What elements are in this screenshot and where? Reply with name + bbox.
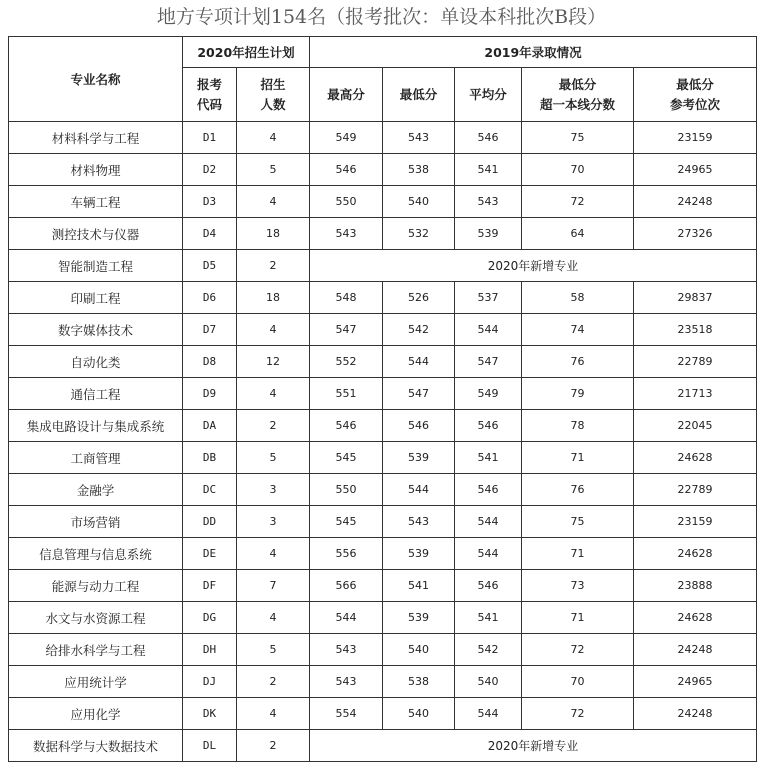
cell-max: 545 — [310, 506, 383, 538]
cell-major-name: 集成电路设计与集成系统 — [9, 410, 183, 442]
cell-avg: 546 — [455, 122, 522, 154]
cell-major-name: 通信工程 — [9, 378, 183, 410]
cell-max: 545 — [310, 442, 383, 474]
table-row — [9, 730, 757, 762]
cell-rank: 24248 — [634, 186, 757, 218]
cell-count: 7 — [237, 570, 310, 602]
cell-count: 5 — [237, 634, 310, 666]
cell-major-name: 工商管理 — [9, 442, 183, 474]
cell-code: DA — [183, 410, 237, 442]
cell-code: DJ — [183, 666, 237, 698]
table-row — [9, 218, 757, 250]
cell-over-line: 71 — [522, 442, 634, 474]
cell-over-line: 75 — [522, 506, 634, 538]
cell-major-name: 能源与动力工程 — [9, 570, 183, 602]
cell-code: D2 — [183, 154, 237, 186]
cell-rank: 22045 — [634, 410, 757, 442]
cell-count: 18 — [237, 282, 310, 314]
table-row — [9, 346, 757, 378]
cell-count: 4 — [237, 538, 310, 570]
cell-avg: 544 — [455, 314, 522, 346]
cell-code: DF — [183, 570, 237, 602]
cell-code: DD — [183, 506, 237, 538]
header-count: 招生 人数 — [237, 68, 310, 122]
cell-major-name: 数据科学与大数据技术 — [9, 730, 183, 762]
cell-rank: 24248 — [634, 698, 757, 730]
cell-over-line: 78 — [522, 410, 634, 442]
cell-code: D6 — [183, 282, 237, 314]
cell-count: 4 — [237, 186, 310, 218]
cell-count: 18 — [237, 218, 310, 250]
table-row — [9, 570, 757, 602]
cell-avg: 542 — [455, 634, 522, 666]
table-row — [9, 698, 757, 730]
cell-min: 540 — [383, 698, 455, 730]
cell-count: 2 — [237, 730, 310, 762]
cell-rank: 21713 — [634, 378, 757, 410]
page-title: 地方专项计划154名（报考批次：单设本科批次B段） — [156, 6, 607, 28]
cell-min: 540 — [383, 186, 455, 218]
cell-major-name: 材料科学与工程 — [9, 122, 183, 154]
cell-avg: 539 — [455, 218, 522, 250]
cell-rank: 24248 — [634, 634, 757, 666]
cell-max: 548 — [310, 282, 383, 314]
cell-avg: 546 — [455, 474, 522, 506]
table-row — [9, 634, 757, 666]
cell-max: 543 — [310, 666, 383, 698]
cell-over-line: 58 — [522, 282, 634, 314]
cell-over-line: 70 — [522, 154, 634, 186]
header-admission-2019: 2019年录取情况 — [310, 37, 757, 68]
cell-count: 5 — [237, 154, 310, 186]
cell-code: DE — [183, 538, 237, 570]
cell-new-major-note: 2020年新增专业 — [310, 250, 757, 282]
cell-max: 550 — [310, 474, 383, 506]
cell-min: 541 — [383, 570, 455, 602]
table-row — [9, 282, 757, 314]
table-row — [9, 666, 757, 698]
cell-rank: 24628 — [634, 442, 757, 474]
table-row — [9, 474, 757, 506]
table-row — [9, 378, 757, 410]
cell-rank: 23888 — [634, 570, 757, 602]
cell-major-name: 车辆工程 — [9, 186, 183, 218]
cell-count: 12 — [237, 346, 310, 378]
cell-avg: 546 — [455, 410, 522, 442]
header-min: 最低分 — [383, 68, 455, 122]
cell-over-line: 75 — [522, 122, 634, 154]
cell-over-line: 72 — [522, 634, 634, 666]
cell-rank: 27326 — [634, 218, 757, 250]
cell-major-name: 印刷工程 — [9, 282, 183, 314]
cell-count: 4 — [237, 314, 310, 346]
cell-code: D5 — [183, 250, 237, 282]
cell-count: 2 — [237, 410, 310, 442]
cell-count: 3 — [237, 506, 310, 538]
cell-count: 5 — [237, 442, 310, 474]
cell-max: 554 — [310, 698, 383, 730]
cell-over-line: 70 — [522, 666, 634, 698]
cell-new-major-note: 2020年新增专业 — [310, 730, 757, 762]
cell-min: 547 — [383, 378, 455, 410]
cell-max: 566 — [310, 570, 383, 602]
table-body — [9, 122, 757, 762]
cell-major-name: 水文与水资源工程 — [9, 602, 183, 634]
cell-max: 546 — [310, 410, 383, 442]
cell-code: D1 — [183, 122, 237, 154]
cell-rank: 23159 — [634, 122, 757, 154]
cell-count: 3 — [237, 474, 310, 506]
cell-code: DK — [183, 698, 237, 730]
cell-over-line: 72 — [522, 698, 634, 730]
cell-avg: 541 — [455, 602, 522, 634]
header-avg: 平均分 — [455, 68, 522, 122]
header-rank: 最低分 参考位次 — [634, 68, 757, 122]
cell-rank: 23518 — [634, 314, 757, 346]
cell-max: 549 — [310, 122, 383, 154]
cell-major-name: 自动化类 — [9, 346, 183, 378]
table-row — [9, 314, 757, 346]
cell-rank: 24628 — [634, 538, 757, 570]
table-row — [9, 538, 757, 570]
cell-code: D8 — [183, 346, 237, 378]
cell-avg: 549 — [455, 378, 522, 410]
cell-rank: 23159 — [634, 506, 757, 538]
cell-major-name: 应用统计学 — [9, 666, 183, 698]
cell-code: D3 — [183, 186, 237, 218]
cell-avg: 547 — [455, 346, 522, 378]
cell-over-line: 73 — [522, 570, 634, 602]
table-row — [9, 154, 757, 186]
cell-max: 546 — [310, 154, 383, 186]
cell-code: DG — [183, 602, 237, 634]
cell-min: 543 — [383, 122, 455, 154]
table-row — [9, 186, 757, 218]
cell-min: 542 — [383, 314, 455, 346]
cell-max: 556 — [310, 538, 383, 570]
cell-min: 544 — [383, 474, 455, 506]
cell-code: DL — [183, 730, 237, 762]
cell-count: 4 — [237, 602, 310, 634]
table-row — [9, 506, 757, 538]
cell-min: 532 — [383, 218, 455, 250]
cell-over-line: 71 — [522, 602, 634, 634]
cell-min: 539 — [383, 602, 455, 634]
cell-major-name: 智能制造工程 — [9, 250, 183, 282]
cell-over-line: 76 — [522, 346, 634, 378]
cell-over-line: 64 — [522, 218, 634, 250]
cell-code: DH — [183, 634, 237, 666]
cell-code: D9 — [183, 378, 237, 410]
cell-max: 543 — [310, 218, 383, 250]
cell-code: DB — [183, 442, 237, 474]
table-row — [9, 602, 757, 634]
cell-min: 538 — [383, 666, 455, 698]
cell-major-name: 金融学 — [9, 474, 183, 506]
cell-min: 543 — [383, 506, 455, 538]
cell-avg: 541 — [455, 442, 522, 474]
cell-max: 550 — [310, 186, 383, 218]
cell-min: 544 — [383, 346, 455, 378]
cell-over-line: 79 — [522, 378, 634, 410]
cell-over-line: 72 — [522, 186, 634, 218]
cell-max: 552 — [310, 346, 383, 378]
cell-code: D7 — [183, 314, 237, 346]
cell-rank: 24965 — [634, 666, 757, 698]
cell-major-name: 材料物理 — [9, 154, 183, 186]
cell-rank: 24628 — [634, 602, 757, 634]
header-code: 报考 代码 — [183, 68, 237, 122]
cell-min: 526 — [383, 282, 455, 314]
cell-rank: 29837 — [634, 282, 757, 314]
cell-major-name: 应用化学 — [9, 698, 183, 730]
cell-major-name: 测控技术与仪器 — [9, 218, 183, 250]
cell-avg: 544 — [455, 506, 522, 538]
cell-avg: 546 — [455, 570, 522, 602]
cell-count: 4 — [237, 378, 310, 410]
cell-rank: 22789 — [634, 474, 757, 506]
cell-avg: 541 — [455, 154, 522, 186]
cell-over-line: 76 — [522, 474, 634, 506]
cell-avg: 540 — [455, 666, 522, 698]
cell-count: 4 — [237, 122, 310, 154]
cell-major-name: 给排水科学与工程 — [9, 634, 183, 666]
cell-rank: 22789 — [634, 346, 757, 378]
header-over-line: 最低分 超一本线分数 — [522, 68, 634, 122]
cell-avg: 543 — [455, 186, 522, 218]
cell-max: 543 — [310, 634, 383, 666]
cell-min: 540 — [383, 634, 455, 666]
cell-over-line: 74 — [522, 314, 634, 346]
table-row — [9, 122, 757, 154]
cell-over-line: 71 — [522, 538, 634, 570]
header-major: 专业名称 — [9, 37, 183, 122]
cell-avg: 544 — [455, 698, 522, 730]
table-row — [9, 250, 757, 282]
cell-min: 539 — [383, 538, 455, 570]
header-plan-2020: 2020年招生计划 — [183, 37, 310, 68]
cell-max: 544 — [310, 602, 383, 634]
cell-count: 2 — [237, 666, 310, 698]
cell-avg: 544 — [455, 538, 522, 570]
cell-code: D4 — [183, 218, 237, 250]
cell-min: 546 — [383, 410, 455, 442]
cell-rank: 24965 — [634, 154, 757, 186]
cell-major-name: 市场营销 — [9, 506, 183, 538]
cell-count: 4 — [237, 698, 310, 730]
cell-count: 2 — [237, 250, 310, 282]
header-max: 最高分 — [310, 68, 383, 122]
cell-min: 539 — [383, 442, 455, 474]
table-row — [9, 442, 757, 474]
cell-code: DC — [183, 474, 237, 506]
table-row — [9, 410, 757, 442]
admission-table — [8, 36, 757, 762]
cell-major-name: 信息管理与信息系统 — [9, 538, 183, 570]
cell-min: 538 — [383, 154, 455, 186]
cell-max: 551 — [310, 378, 383, 410]
cell-major-name: 数字媒体技术 — [9, 314, 183, 346]
cell-max: 547 — [310, 314, 383, 346]
cell-avg: 537 — [455, 282, 522, 314]
